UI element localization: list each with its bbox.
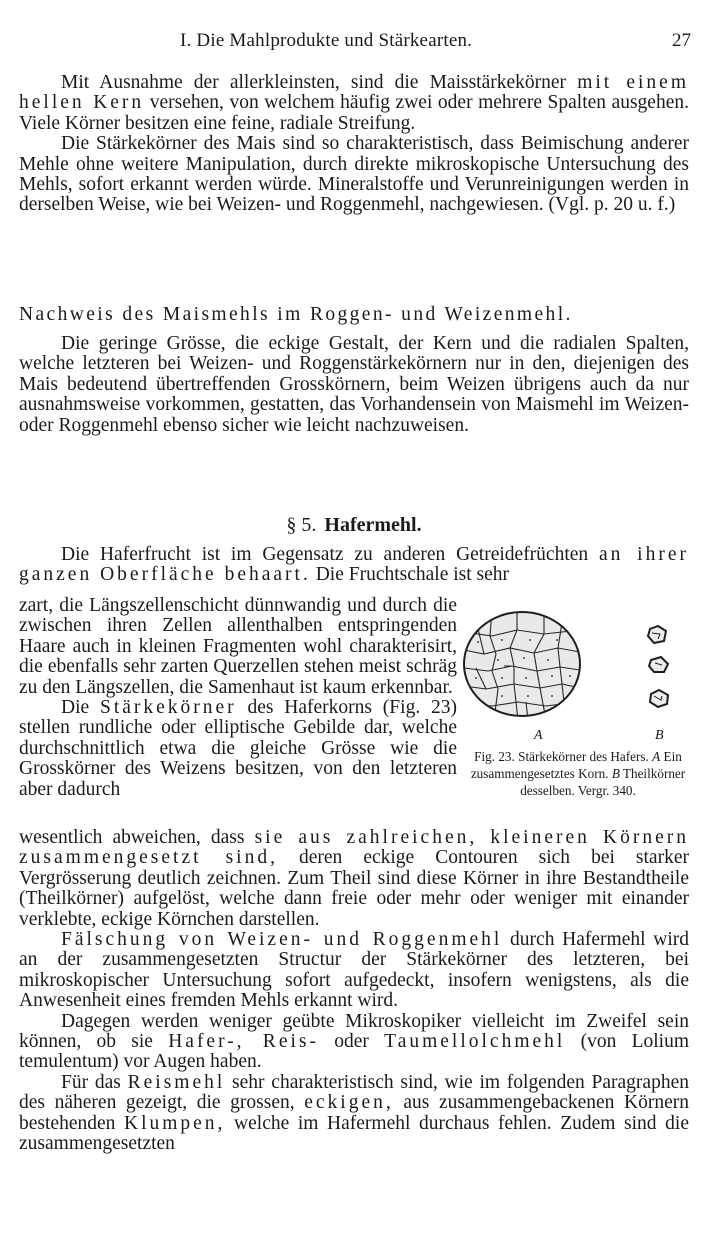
starch-grain-illustration bbox=[462, 610, 692, 740]
figure-caption: Fig. 23. Stärkekörner des Hafers. A Ein zusammengesetztes Korn. B Theilkörner desselben. Vergr. 340. bbox=[470, 749, 686, 798]
text-block-hafer-intro bbox=[19, 545, 689, 586]
paragraph-fruchtschale: zart, die Längszellenschicht dünnwandig und durch die zwischen ihren Zellen allenthalben entspringenden Haare auch in kleinen Fragmenten wohl charakterisirt, die ebenfalls sehr zarten Querzellen stehen meist schräg zu den Längszellen, die Samenhaut ist kaum erkennbar. bbox=[19, 595, 457, 698]
paragraph-staerkekoerner-continued: wesentlich abweichen, dass sie aus zahlreichen, kleineren Körnern zusammengesetzt sind, deren eckige Contouren sich bei starker Vergrösserung deutlich zeichnen. Zum Theil sind diese Körner in ihre Bestandtheile (Theilkörner) aufgelöst, welche dann freie oder mehr oder weniger mit einander verklebte, eckige Körnchen darstellen. bbox=[19, 827, 689, 930]
figure-label-b: B bbox=[655, 728, 664, 743]
paragraph-mais-kern: Mit Ausnahme der allerkleinsten, sind die Maisstärkekörner mit einem hellen Kern versehen, von welchem häufig zwei oder mehrere Spalten ausgehen. Viele Körner besitzen eine feine, radiale Streifung. bbox=[19, 72, 689, 134]
paragraph-mikroskopiker: Dagegen werden weniger geübte Mikroskopiker vielleicht im Zweifel sein können, ob sie Hafer-, Reis- oder Taumellolchmehl (von Lolium temulentum) vor Augen haben. bbox=[19, 1010, 689, 1073]
text-block-hafer-column bbox=[19, 596, 457, 800]
spaced-emphasis: eckigen, bbox=[304, 1092, 394, 1114]
spaced-emphasis: Stärkekörner bbox=[99, 697, 237, 719]
paragraph-reismehl: Für das Reismehl sehr charakteristisch sind, wie im folgenden Paragraphen des näheren gezeigt, die grossen, eckigen, aus zusammengebackenen Körnern bestehenden Klumpen, welche im Hafermehl durchaus fehlen. Zudem sind die zusammengesetzten bbox=[19, 1071, 689, 1155]
paragraph-nachweis: Die geringe Grösse, die eckige Gestalt, der Kern und die radialen Spalten, welche letzteren bei Weizen- und Roggenstärkekörnern nur in den, diejenigen des Mais bedeutend übertreffenden Grosskörnern, beim Weizen übrigens auch da nur ausnahmsweise vorkommen, gestatten, das Vorhandensein von Maismehl im Weizen- oder Roggenmehl ebenso sicher wie leicht nachzuweisen. bbox=[19, 333, 689, 436]
paragraph-mais-charakteristisch: Die Stärkekörner des Mais sind so charakteristisch, dass Beimischung anderer Mehle ohne weitere Manipulation, durch direkte mikroskopische Untersuchung des Mehls, sofort erkannt werden würde. Mineralstoffe und Verunreinigungen werden in derselben Weise, wie bei Weizen- und Roggenmehl, nachgewiesen. (Vgl. p. 20 u. f.) bbox=[19, 133, 689, 216]
compound-grain-a bbox=[464, 610, 580, 720]
spaced-emphasis: Reismehl bbox=[127, 1071, 226, 1093]
figure-label-a: A bbox=[534, 728, 543, 743]
spaced-emphasis: Fälschung von Weizen- und Roggenmehl bbox=[61, 929, 503, 951]
paragraph-staerkekoerner: Die Stärkekörner des Haferkorns (Fig. 23) stellen rundliche oder elliptische Gebilde dar, welche durchschnittlich etwa die gleiche Grösse wie die Grosskörner des Weizens besitzen, von den letzteren aber dadurch bbox=[19, 697, 457, 800]
spaced-emphasis: mit einem hellen Kern bbox=[19, 72, 689, 114]
page-number: 27 bbox=[672, 30, 691, 51]
spaced-emphasis: an ihrer ganzen Oberfläche behaart. bbox=[19, 544, 689, 586]
spaced-emphasis: Klumpen, bbox=[123, 1112, 226, 1134]
running-head bbox=[0, 24, 708, 54]
section-number: § 5. bbox=[286, 514, 317, 536]
spaced-emphasis: sie aus zahlreichen, kleineren Körnern zusammengesetzt sind, bbox=[19, 827, 689, 869]
spaced-emphasis: Hafer-, Reis- bbox=[168, 1031, 319, 1053]
paragraph-haferfrucht: Die Haferfrucht ist im Gegensatz zu anderen Getreidefrüchten an ihrer ganzen Oberfläche behaart. Die Fruchtschale ist sehr bbox=[19, 544, 689, 586]
text-block-nachweis bbox=[19, 334, 689, 436]
partial-grains-b bbox=[648, 626, 668, 707]
figure-23 bbox=[462, 610, 692, 832]
spaced-emphasis: Taumellolchmehl bbox=[384, 1031, 566, 1053]
section-title: Hafermehl. bbox=[324, 514, 422, 536]
subheading-nachweis-maismehl: Nachweis des Maismehls im Roggen- und Weizenmehl. bbox=[19, 304, 573, 325]
text-block-hafer-rest bbox=[19, 828, 689, 1155]
paragraph-faelschung: Fälschung von Weizen- und Roggenmehl durch Hafermehl wird an der zusammengesetzten Structur der Stärkekörner des letzteren, bei mikroskopischer Untersuchung sofort aufgedeckt, insofern wenigstens, als die Anwesenheit eines fremden Mehls erkannt wird. bbox=[19, 929, 690, 1012]
section-heading bbox=[0, 514, 708, 537]
text-block-mais bbox=[19, 73, 689, 216]
running-title: I. Die Mahlprodukte und Stärkearten. bbox=[180, 30, 473, 51]
